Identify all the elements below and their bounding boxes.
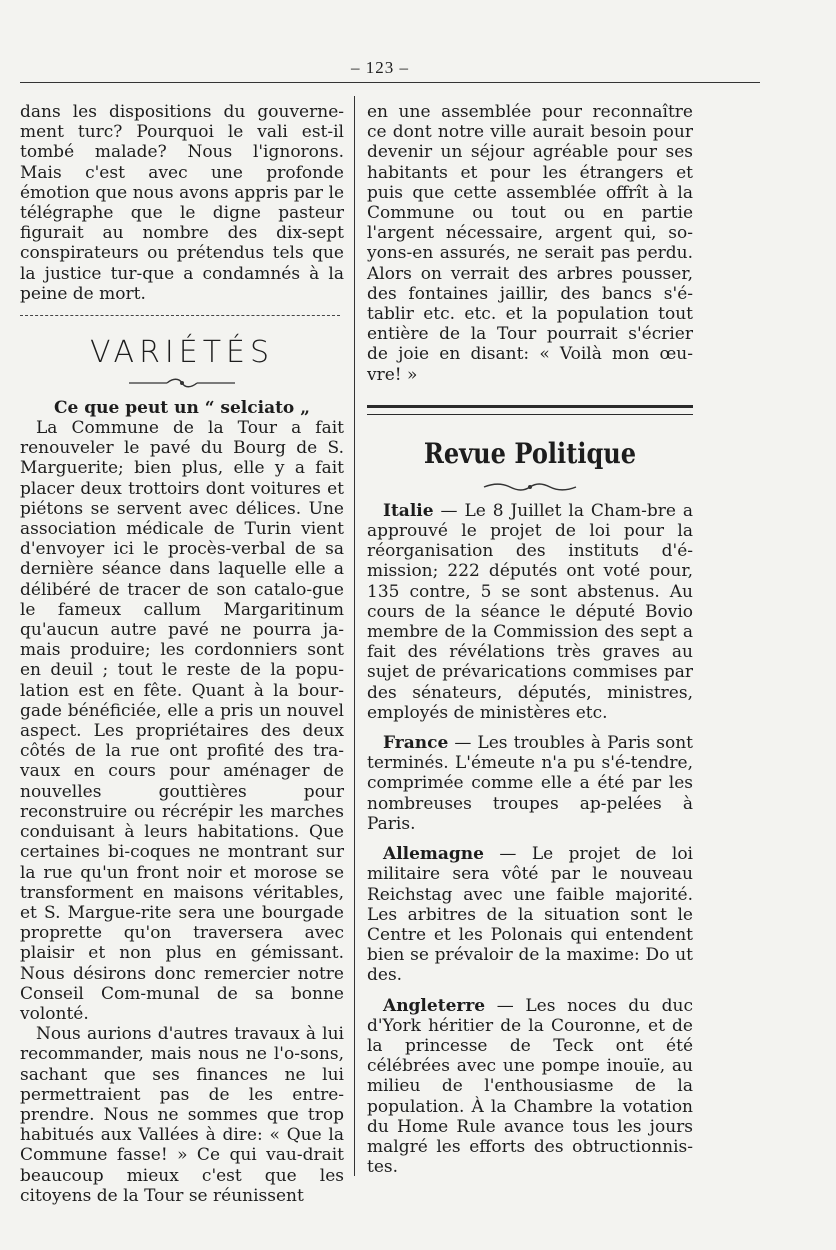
double-rule-divider bbox=[367, 405, 693, 415]
top-rule bbox=[20, 82, 760, 83]
article-paragraph: La Commune de la Tour a fait renouveler le pavé du Bourg de S. Marguerite; bien plus, elle y a fait placer deux trottoirs dont voitures et piétons se servent avec délices. Une association médicale de Turin vient d'envoyer ici le procès-verbal de sa dernière séance dans laquelle elle a délibéré de tracer de son catalo-gue le fameux callum Margaritinum qu'aucun autre pavé ne pourra ja-mais produire; les cordonniers sont en deuil ; tout le reste de la popu-lation est en fête. Quant à la bour-gade bénéficiée, elle a pris un nouvel aspect. Les propriétaires des deux côtés de la rue ont profité des tra-vaux en cours pour aménager de nouvelles gouttières pour reconstruire ou récrépir les marches conduisant à leurs habitations. Que certaines bi-coques ne montrant sur la rue qu'un front noir et morose se transforment en maisons véritables, et S. Margue-rite sera une bourgade proprette qu'on traversera avec plaisir et non plus en gémissant. Nous désirons donc remercier notre Conseil Com-munal de sa bonne volonté. bbox=[20, 418, 344, 1024]
item-text: Les troubles à Paris sont terminés. L'émeute n'a pu s'é-tendre, comprimée comme elle a été par les nombreuses troupes ap-pelées à Paris. bbox=[367, 733, 693, 834]
news-item-italie bbox=[367, 501, 693, 723]
item-text: Les noces du duc d'York héritier de la Couronne, et de la princesse de Teck ont été célébrées avec une pompe inouïe, au milieu de l'enthousiasme de la population. À la Chambre la votation du Home Rule avance tous les jours malgré les efforts des obtructionnis-tes. bbox=[367, 995, 693, 1178]
column-divider bbox=[354, 96, 355, 1176]
continuation-paragraph: en une assemblée pour reconnaître ce dont notre ville aurait besoin pour devenir un séjour agréable pour ses habitants et pour les étrangers et puis que cette assemblée offrît à la Commune ou tout ou en partie l'argent nécessaire, argent qui, so-yons-en assurés, ne serait pas perdu. Alors on verrait des arbres pousser, des fontaines jaillir, des bancs s'é-tablir etc. etc. et la population tout entière de la Tour pourrait s'écrier de joie en disant: « Voilà mon œu-vre! » bbox=[367, 102, 693, 385]
dashed-divider bbox=[20, 315, 340, 316]
ornament-icon bbox=[480, 481, 580, 493]
article-title: Ce que peut un “ selciato „ bbox=[54, 398, 310, 419]
item-dash: — bbox=[433, 500, 465, 521]
item-dash: — bbox=[484, 844, 532, 865]
country-label: Allemagne bbox=[383, 844, 484, 865]
item-dash: — bbox=[448, 733, 478, 754]
item-text: Le 8 Juillet la Cham-bre a approuvé le projet de loi pour la réorganisation des instituts d'é-mission; 222 députés ont voté pour, 135 contre, 5 se sont abstenus. Au cours de la séance le député Bovio membre de la Commission des sept a fait des révélations très graves au sujet de prévarications commises par des sénateurs, députés, ministres, employés de ministères etc. bbox=[367, 500, 693, 723]
section-title-revue-politique: Revue Politique bbox=[423, 436, 637, 470]
country-label: Angleterre bbox=[383, 995, 486, 1016]
article-paragraph: Nous aurions d'autres travaux à lui recommander, mais nous ne l'o-sons, sachant que ses finances ne lui permettraient pas de les entre-prendre. Nous ne sommes que trop habitués aux Vallées à dire: « Que la Commune fasse! » Ce qui vau-drait beaucoup mieux c'est que les citoyens de la Tour se réunissent bbox=[20, 1024, 344, 1206]
section-title-varietes: VARIÉTÉS bbox=[89, 335, 275, 371]
left-column bbox=[20, 102, 344, 1206]
right-column bbox=[367, 102, 693, 1177]
spacer bbox=[367, 986, 693, 996]
item-dash: — bbox=[485, 995, 526, 1016]
country-label: Italie bbox=[383, 500, 434, 521]
ornament-icon bbox=[127, 378, 237, 388]
opening-paragraph: dans les dispositions du gouverne-ment turc? Pourquoi le vali est-il tombé malade? Nous l'ignorons. Mais c'est avec une profonde émotion que nous avons appris par le télégraphe que le digne pasteur figurait au nombre des dix-sept conspirateurs ou prétendus tels que la justice tur-que a condamnés à la peine de mort. bbox=[20, 102, 344, 304]
country-label: France bbox=[383, 733, 449, 754]
spacer bbox=[367, 834, 693, 844]
spacer bbox=[367, 723, 693, 733]
news-item-france bbox=[367, 733, 693, 834]
news-item-allemagne bbox=[367, 844, 693, 985]
page-number: – 123 – bbox=[351, 58, 409, 77]
item-text: Le projet de loi militaire sera vôté par le nouveau Reichstag avec une faible majorité. Les arbitres de la situation sont le Centre et les Polonais qui entendent bien se prévaloir de la maxime: Do ut des. bbox=[367, 844, 693, 986]
news-item-angleterre bbox=[367, 996, 693, 1178]
